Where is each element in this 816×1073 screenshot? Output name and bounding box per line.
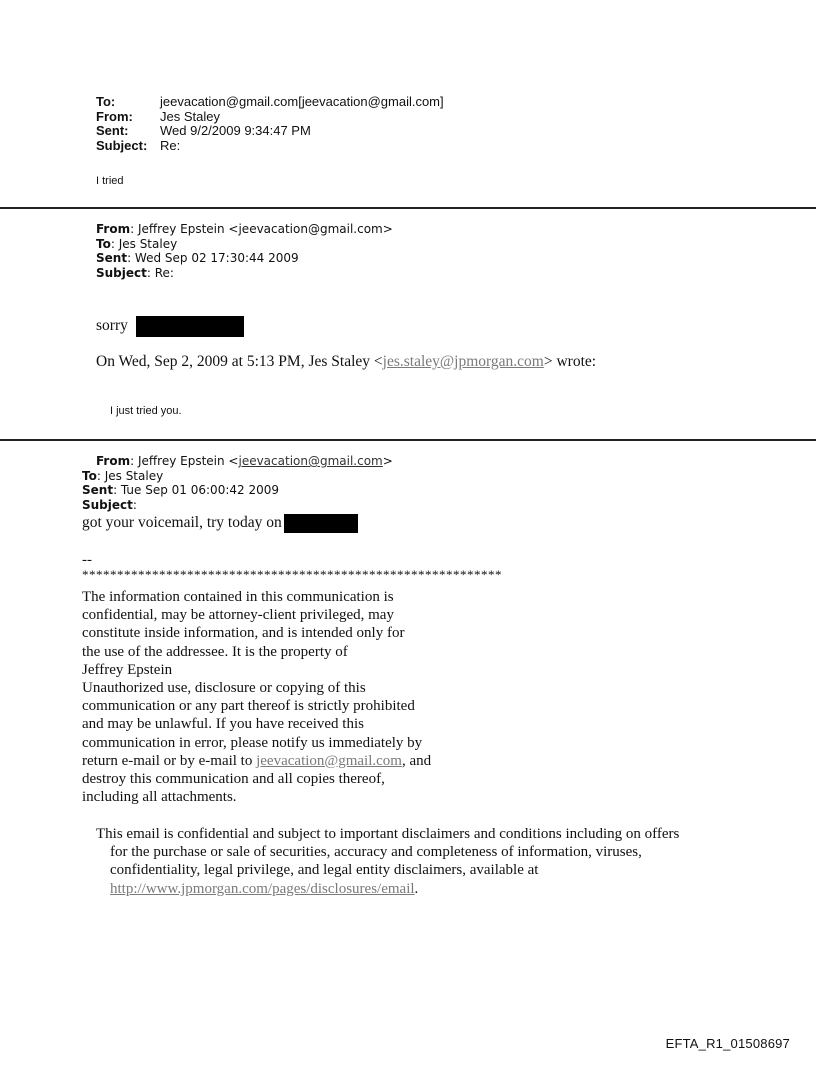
email3-from-value: : Jeffrey Epstein <	[130, 454, 239, 468]
email3-sent-value: : Tue Sep 01 06:00:42 2009	[113, 483, 279, 497]
email3-from-suffix: >	[382, 454, 393, 468]
email1-to-value: jeevacation@gmail.com[jeevacation@gmail.com]	[160, 94, 444, 109]
disclaimer-line: confidentiality, legal privilege, and legal entity disclaimers, available at	[110, 862, 539, 879]
notice-line: and may be unlawful. If you have received this	[82, 716, 364, 733]
jpmorgan-disclaimer	[96, 825, 679, 898]
notice-line-suffix: , and	[401, 752, 432, 769]
email2-quote-intro	[96, 353, 596, 371]
email3-sent-label: Sent	[82, 483, 114, 497]
email3-subject-label: Subject	[82, 497, 133, 512]
email2-sent-label: Sent	[96, 251, 128, 265]
epstein-email-link[interactable]: jeevacation@gmail.com	[238, 454, 383, 468]
email1-subject-value: Re:	[160, 137, 181, 153]
disclaimer-line	[96, 880, 679, 898]
email3-header	[82, 454, 393, 512]
email3-body-text: got your voicemail, try today on	[82, 514, 282, 532]
redaction-box	[136, 316, 244, 337]
bates-number: EFTA_R1_01508697	[665, 1036, 790, 1051]
email2-to-label: To	[96, 236, 111, 251]
email1-from-row	[96, 110, 444, 125]
email2-from-value: : Jeffrey Epstein <jeevacation@gmail.com>	[130, 222, 393, 236]
staley-email-link[interactable]: jes.staley@jpmorgan.com	[382, 353, 544, 370]
email1-sent-row	[96, 124, 444, 139]
email2-to-row	[96, 237, 393, 252]
email2-subject-value: : Re:	[146, 265, 174, 280]
notice-line: confidential, may be attorney-client privileged, may	[82, 607, 394, 624]
email2-header	[96, 222, 393, 280]
email2-sent-row	[96, 251, 393, 266]
separator-rule-2	[0, 439, 816, 441]
email3-subject-row	[82, 498, 393, 513]
quote-intro-text: On Wed, Sep 2, 2009 at 5:13 PM, Jes Staley <	[96, 353, 383, 370]
email1-subject-label: Subject:	[96, 137, 148, 153]
email1-sent-label: Sent:	[96, 123, 129, 138]
notice-line-text: return e-mail or by e-mail to	[82, 752, 257, 769]
email3-sent-row	[82, 483, 393, 498]
notice-line: including all attachments.	[82, 789, 237, 806]
signature-dashes: --	[82, 552, 92, 568]
email2-subject-row	[96, 266, 393, 281]
email2-body	[96, 316, 244, 337]
notice-line: communication or any part thereof is strictly prohibited	[82, 698, 415, 715]
email1-subject-row	[96, 139, 444, 154]
notice-line: constitute inside information, and is intended only for	[82, 625, 405, 642]
email2-from-label: From	[96, 222, 131, 236]
redaction-box-2	[284, 514, 358, 533]
disclaimer-line: for the purchase or sale of securities, accuracy and completeness of information, viruses,	[110, 844, 642, 861]
notice-line: Jeffrey Epstein	[82, 661, 173, 678]
email1-to-row	[96, 95, 444, 110]
quote-intro-suffix: > wrote:	[543, 353, 597, 370]
email2-subject-label: Subject	[96, 265, 147, 280]
email3-from-row	[82, 454, 393, 469]
notice-line: Unauthorized use, disclosure or copying of this	[82, 680, 366, 697]
email1-sent-value: Wed 9/2/2009 9:34:47 PM	[160, 123, 311, 138]
notice-line	[82, 752, 431, 770]
email3-from-label: From	[96, 454, 131, 468]
signature-stars: ************************************************************	[82, 567, 502, 582]
email2-quoted-text: I just tried you.	[110, 405, 182, 417]
disclaimer-line: This email is confidential and subject to important disclaimers and conditions including on offers	[96, 826, 680, 842]
email1-body: I tried	[96, 175, 124, 187]
disclaimer-period: .	[414, 880, 419, 897]
email1-to-label: To:	[96, 94, 116, 109]
email3-to-row	[82, 469, 393, 484]
notice-line: The information contained in this communication is	[82, 589, 394, 605]
email1-header	[96, 95, 444, 153]
email3-body	[82, 514, 358, 533]
notice-line: the use of the addressee. It is the property of	[82, 643, 348, 660]
email2-to-value: : Jes Staley	[110, 236, 178, 251]
email2-sent-value: : Wed Sep 02 17:30:44 2009	[127, 251, 299, 265]
notice-line: communication in error, please notify us immediately by	[82, 734, 423, 751]
email1-from-label: From:	[96, 108, 133, 124]
email3-subject-value: :	[132, 497, 137, 512]
email3-to-value: : Jes Staley	[96, 468, 164, 483]
email2-from-row	[96, 222, 393, 237]
email2-body-text: sorry	[96, 317, 128, 335]
separator-rule	[0, 207, 816, 209]
jeevacation-link[interactable]: jeevacation@gmail.com	[256, 752, 402, 769]
disclosures-link[interactable]: http://www.jpmorgan.com/pages/disclosures/email	[110, 880, 415, 897]
notice-line: destroy this communication and all copies thereof,	[82, 771, 385, 788]
confidentiality-notice	[82, 588, 431, 806]
email1-from-value: Jes Staley	[160, 108, 220, 124]
email3-to-label: To	[82, 468, 97, 483]
